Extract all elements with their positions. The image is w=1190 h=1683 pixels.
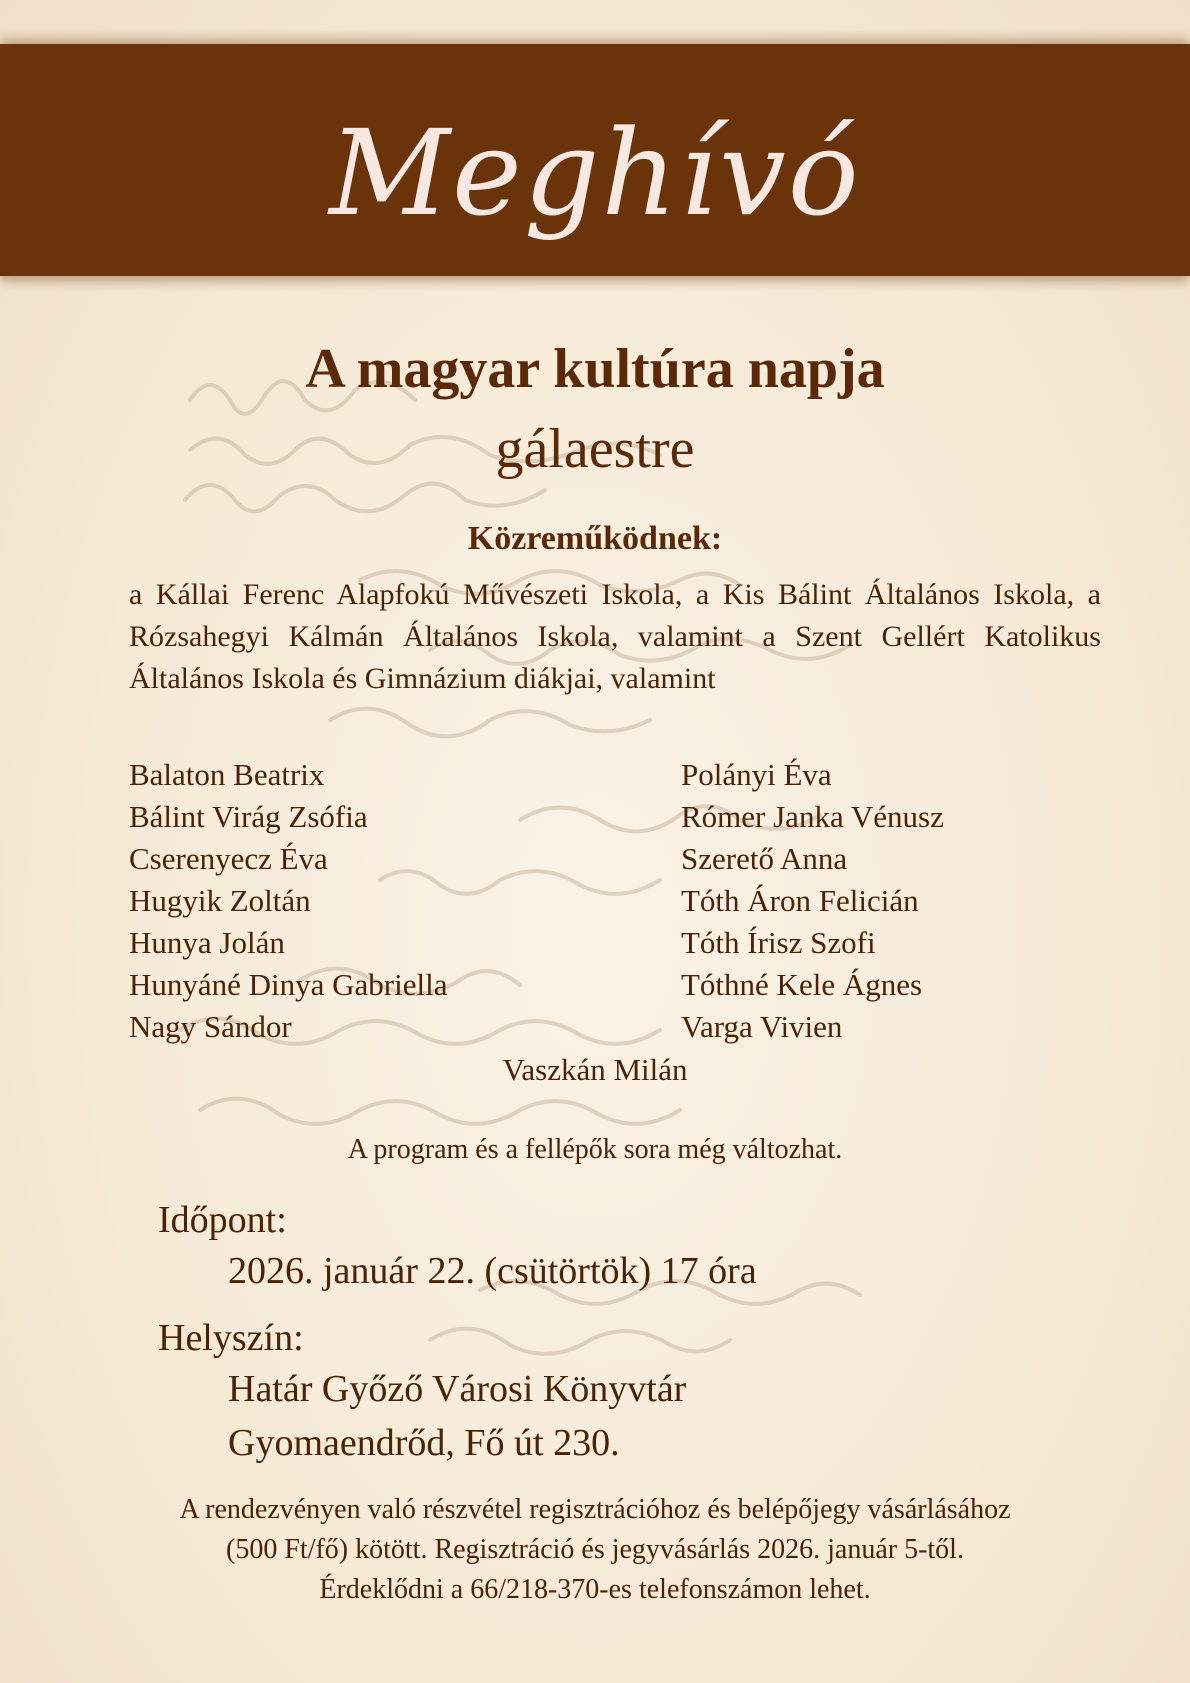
footer-info	[40, 1490, 1150, 1610]
list-item: Hunyáné Dinya Gabriella	[129, 967, 448, 1002]
list-item: Bálint Virág Zsófia	[129, 799, 368, 834]
list-item: Hunya Jolán	[129, 925, 285, 960]
program-note: A program és a fellépők sora még változhat.	[347, 1134, 843, 1165]
banner-title: Meghívó	[329, 104, 861, 242]
place-address: Gyomaendrőd, Fő út 230.	[228, 1422, 620, 1464]
list-item: Szerető Anna	[681, 841, 848, 876]
contributor-center: Vaszkán Milán	[502, 1052, 688, 1087]
contributors-list-right	[681, 754, 1181, 1048]
list-item: Hugyik Zoltán	[129, 883, 311, 918]
contributors-intro: a Kállai Ferenc Alapfokú Művészeti Iskola, a Kis Bálint Általános Iskola, a Rózsahegyi Kálmán Általános Iskola, valamint a Szent Gellért Katolikus Általános Iskola és Gimnázium diákjai, valamint	[129, 578, 1101, 695]
footer-line: (500 Ft/fő) kötött. Regisztráció és jegyvásárlás 2026. január 5-től.	[226, 1534, 964, 1565]
list-item: Tóth Írisz Szofi	[681, 925, 876, 960]
list-item: Balaton Beatrix	[129, 757, 325, 792]
list-item: Cserenyecz Éva	[129, 841, 328, 876]
list-item: Nagy Sándor	[129, 1009, 292, 1044]
event-title: A magyar kultúra napja	[305, 338, 885, 400]
event-subtitle: gálaestre	[495, 418, 695, 480]
list-item: Tóth Áron Felicián	[681, 883, 919, 918]
list-item: Tóthné Kele Ágnes	[681, 967, 923, 1002]
footer-line: A rendezvényen való részvétel regisztrációhoz és belépőjegy vásárlásához	[179, 1494, 1011, 1525]
place-label: Helyszín:	[158, 1317, 304, 1359]
title-banner	[0, 44, 1190, 276]
contributors-list-left	[129, 754, 629, 1048]
list-item: Varga Vivien	[681, 1009, 843, 1044]
list-item: Polányi Éva	[681, 757, 832, 792]
footer-line: Érdeklődni a 66/218-370-es telefonszámon lehet.	[319, 1574, 871, 1605]
time-label: Időpont:	[158, 1199, 287, 1241]
list-item: Rómer Janka Vénusz	[681, 799, 944, 834]
time-value: 2026. január 22. (csütörtök) 17 óra	[228, 1250, 757, 1292]
contributors-heading: Közreműködnek:	[467, 520, 723, 557]
place-name: Határ Győző Városi Könyvtár	[228, 1368, 687, 1410]
